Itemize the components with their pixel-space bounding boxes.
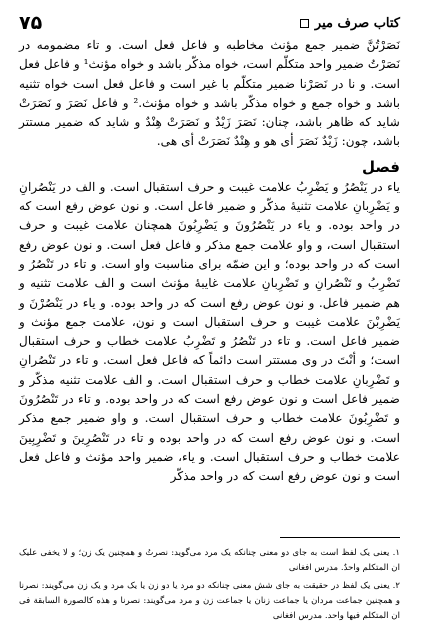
footnote-1: ۱. یعنی یک لفظ است به جای دو معنی چنانکه یک مرد می‌گوید: نصرتُ و همچنین یک زن؛ و لا یخفی علیک ان المتکلم واحدٌ. مدرس افغانی — [19, 548, 400, 573]
square-bullet-icon — [300, 19, 309, 28]
book-title: کتاب صرف میر — [314, 15, 400, 31]
footnotes — [19, 537, 400, 627]
section-heading: فصل — [362, 157, 400, 176]
page-number: ۷۵ — [19, 12, 43, 34]
page-header — [19, 12, 400, 34]
running-header — [300, 16, 400, 31]
section-paragraph: یاء در یَنْصُرُ و یَضْرِبُ علامت غیبت و حرف استقبال است. و الف در یَنْصُرانِ و یَضْرِبانِ علامت تثنیهٔ مذکّر و ضمیر فاعل است. و نون عوض رفع است که در واحد بوده. و یاء در یَنْصُرُونَ و یَضْرِبُونَ همچنان علامت غیبت و حرف استقبال است، و واو علامت جمع مذکر و فاعل فعل است. و نون عوض رفع است که در واحد بوده؛ و این ضمّه برای مناسبت واو است. و تاء در تَنْصُرُ و تَضْرِبُ و تَنْصُرانِ و تَضْرِبانِ علامت غایبهٔ مؤنث است و الف علامت تثنیه و هم ضمیر فاعل. و نون عوض رفع است که در واحد بوده. و یاء در یَنْصُرْنَ و یَضْرِبْنَ علامت غیبت و حرف استقبال است و نون، علامت جمع مؤنث و ضمیر فاعل است. و تاء در تَنْصُرُ و تَضْرِبُ علامت خطاب و حرف استقبال است؛ و أنْتَ در وی مستتر است دائماً که فاعل فعل است. و تاء در تَنْصُرانِ و تَضْرِبانِ علامت خطاب و حرف استقبال است. و الف علامت تثنیه مذکّر و ضمیر فاعل است و نون عوض رفع است که در واحد بوده. و تاء در تَنْصُرُونَ و تَضْرِبُونَ علامت خطاب و حرف استقبال است. و واو ضمیر جمع مذکر است. و نون عوض رفع است که در واحد بوده و تاء در تَنْصُرِینَ و تَضْرِبِینَ علامت خطاب و حرف استقبال است. و یاء، ضمیر واحد مؤنث و فاعل فعل است و نون عوض رفع است که در واحد مذکّر — [19, 179, 400, 484]
intro-paragraph: نَصَرْتُنَّ ضمیر جمع مؤنث مخاطبه و فاعل فعل است. و تاء مضمومه در نَصَرْتُ ضمیر واحد متکلّم است، خواه مذکّر باشد و خواه مؤنث¹ و فاعل فعل است. و نا در نَصَرْنا ضمیر متکلّم با غیر است و فاعل فعل است خواه تثنیه باشد و خواه جمع و خواه مذکّر باشد و خواه مؤنث.² و فاعل نَصَرَ و نَصَرَتْ شاید که ظاهر باشد، چنان: نَصَرَ زَیْدٌ و نَصَرَتْ هِنْدٌ و شاید که ضمیر مستتر باشد، چون: زَیْدٌ نَصَرَ أی هو و هِنْدٌ نَصَرَتْ أی هی. — [19, 38, 401, 149]
footnote-2: ۲. یعنی یک لفظ در حقیقت به جای شش معنی چنانکه دو مرد یا دو زن یا یک مرد و یک زن می‌گویند: نصرنا و همچنین جماعت مردان یا جماعت زنان یا جماعت زن و مرد می‌گویند: نصرنا و هذه کالصورة السابقة فی ان المتکلم فیها واحد. مدرس افغانی — [19, 581, 400, 621]
footnote-divider — [280, 537, 400, 538]
